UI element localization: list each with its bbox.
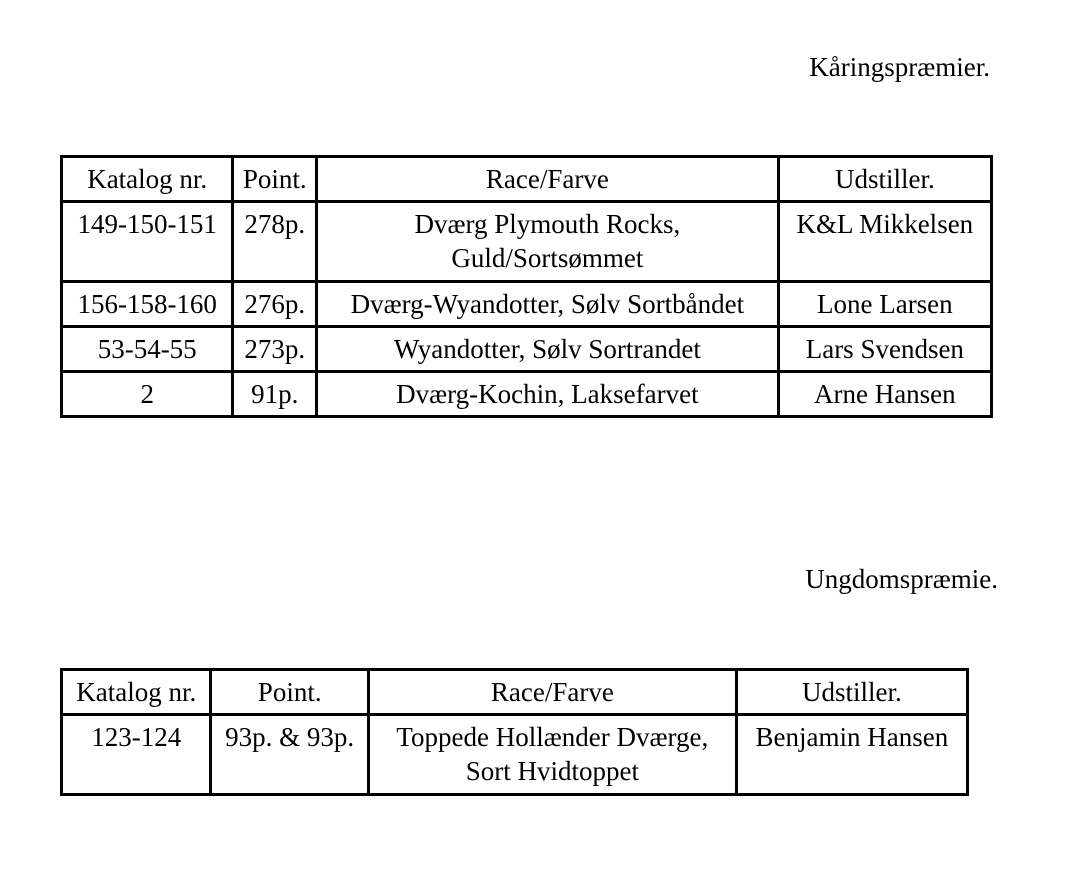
column-header-katalog: Katalog nr. bbox=[62, 157, 233, 202]
race-farve-cell bbox=[368, 715, 736, 795]
table-row bbox=[62, 715, 968, 795]
race-farve-cell: Dværg-Kochin, Laksefarvet bbox=[317, 372, 779, 417]
kaaringspraemier-table bbox=[60, 155, 993, 418]
race-farve-cell: Wyandotter, Sølv Sortrandet bbox=[317, 327, 779, 372]
column-header-katalog: Katalog nr. bbox=[62, 670, 211, 715]
point-cell: 278p. bbox=[233, 202, 317, 282]
katalog-cell: 2 bbox=[62, 372, 233, 417]
race-farve-line: Toppede Hollænder Dværge, bbox=[396, 722, 709, 752]
table-row bbox=[62, 327, 992, 372]
katalog-cell: 156-158-160 bbox=[62, 282, 233, 327]
katalog-cell: 149-150-151 bbox=[62, 202, 233, 282]
column-header-race-farve: Race/Farve bbox=[368, 670, 736, 715]
table-row bbox=[62, 202, 992, 282]
race-farve-line: Guld/Sortsømmet bbox=[451, 243, 644, 273]
section-heading-ungdomspraemie: Ungdomspræmie. bbox=[805, 564, 998, 594]
point-cell: 93p. & 93p. bbox=[211, 715, 368, 795]
udstiller-cell: Lars Svendsen bbox=[778, 327, 991, 372]
column-header-point: Point. bbox=[211, 670, 368, 715]
katalog-cell: 53-54-55 bbox=[62, 327, 233, 372]
column-header-race-farve: Race/Farve bbox=[317, 157, 779, 202]
column-header-point: Point. bbox=[233, 157, 317, 202]
race-farve-cell bbox=[317, 202, 779, 282]
table-header-row bbox=[62, 670, 968, 715]
udstiller-cell: Arne Hansen bbox=[778, 372, 991, 417]
point-cell: 276p. bbox=[233, 282, 317, 327]
section-heading-kaaringspraemier: Kåringspræmier. bbox=[809, 52, 990, 82]
table-row bbox=[62, 282, 992, 327]
race-farve-cell: Dværg-Wyandotter, Sølv Sortbåndet bbox=[317, 282, 779, 327]
column-header-udstiller: Udstiller. bbox=[778, 157, 991, 202]
point-cell: 91p. bbox=[233, 372, 317, 417]
column-header-udstiller: Udstiller. bbox=[736, 670, 967, 715]
point-cell: 273p. bbox=[233, 327, 317, 372]
katalog-cell: 123-124 bbox=[62, 715, 211, 795]
udstiller-cell: Benjamin Hansen bbox=[736, 715, 967, 795]
udstiller-cell: K&L Mikkelsen bbox=[778, 202, 991, 282]
table-row bbox=[62, 372, 992, 417]
ungdomspraemie-table bbox=[60, 668, 969, 796]
race-farve-line: Sort Hvidtoppet bbox=[465, 756, 639, 786]
table-header-row bbox=[62, 157, 992, 202]
udstiller-cell: Lone Larsen bbox=[778, 282, 991, 327]
race-farve-line: Dværg Plymouth Rocks, bbox=[414, 209, 681, 239]
